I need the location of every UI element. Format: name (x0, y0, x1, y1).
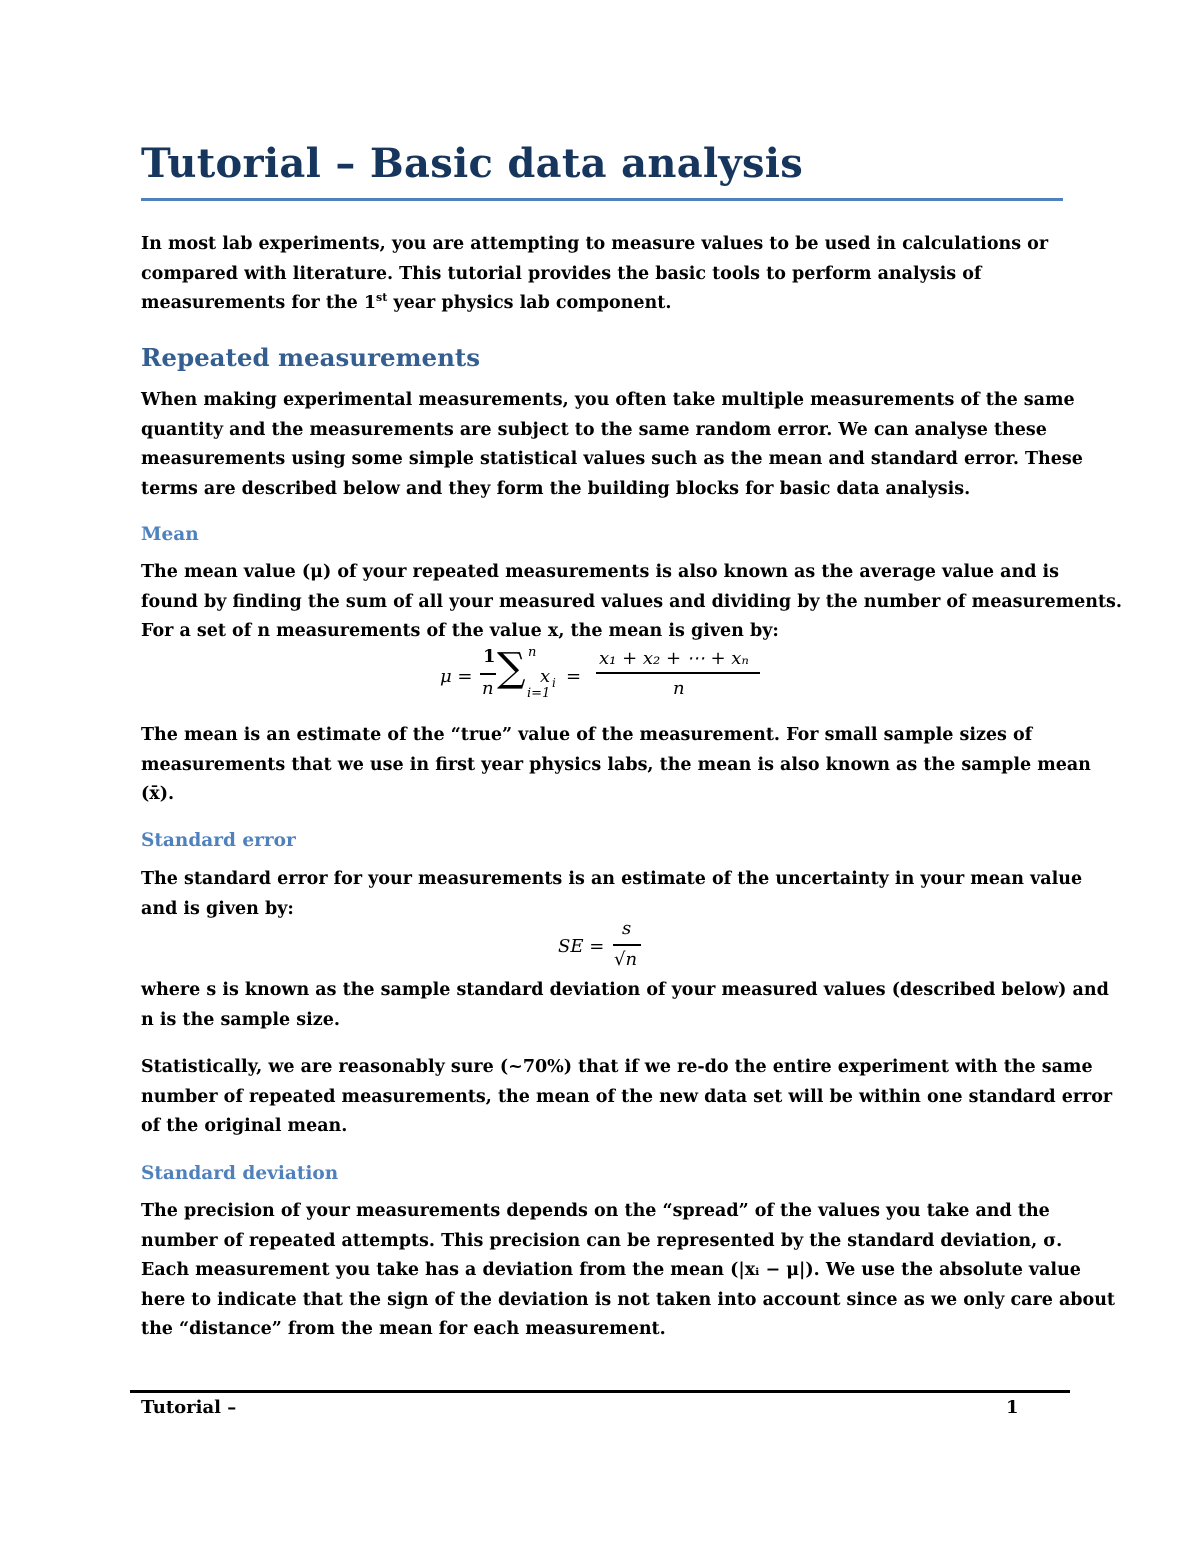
paragraph-line: The precision of your measurements depends on the “spread” of the values you take and the (141, 1201, 1050, 1221)
standard-error-paragraph (141, 865, 1083, 924)
formula-numerator: s (622, 918, 632, 939)
formula-rhs-numerator: x₁ + x₂ + ⋯ + xₙ (599, 648, 749, 669)
paragraph-line: measurements using some simple statistical values such as the mean and standard error. These (141, 449, 1083, 469)
formula-rhs-denominator: n (673, 678, 685, 699)
intro-line-text: measurements for the 1 (141, 293, 377, 313)
footer-rule (130, 1390, 1070, 1393)
paragraph-line: The mean is an estimate of the “true” value of the measurement. For small sample sizes of (141, 725, 1033, 745)
intro-line (141, 289, 1071, 319)
paragraph-line: terms are described below and they form the building blocks for basic data analysis. (141, 478, 971, 499)
intro-line: In most lab experiments, you are attempting to measure values to be used in calculations or (141, 234, 1049, 254)
paragraph-line: The mean value (μ) of your repeated measurements is also known as the average value and is (141, 562, 1060, 582)
paragraph-line: The standard error for your measurements is an estimate of the uncertainty in your mean value (141, 869, 1083, 889)
heading-standard-error: Standard error (141, 830, 296, 851)
formula-equals: = (566, 666, 582, 687)
paragraph-line: measurements that we use in first year physics labs, the mean is also known as the sample mean (141, 754, 1091, 775)
paragraph-line: quantity and the measurements are subject to the same random error. We can analyse these (141, 419, 1047, 440)
mean-paragraph (141, 558, 1122, 647)
formula-fraction-numerator: 1 (483, 646, 496, 667)
heading-repeated-measurements: Repeated measurements (141, 343, 481, 372)
paragraph-line: Each measurement you take has a deviation from the mean (|xᵢ − μ|). We use the absolute value (141, 1260, 1081, 1280)
paragraph-line: here to indicate that the sign of the deviation is not taken into account since as we only care about (141, 1289, 1116, 1310)
summation-symbol: ∑ (497, 645, 526, 691)
intro-line-text: year physics lab component. (387, 293, 672, 313)
standard-deviation-paragraph (141, 1197, 1116, 1345)
paragraph-line: and is given by: (141, 898, 294, 919)
paragraph-line: Statistically, we are reasonably sure (~70%) that if we re-do the entire experiment with the same (141, 1057, 1093, 1077)
mean-estimate-paragraph (141, 721, 1091, 810)
summation-upper-limit: n (528, 645, 537, 660)
page-number: 1 (1006, 1397, 1019, 1418)
formula-lhs: SE = (558, 936, 605, 957)
document-title: Tutorial – Basic data analysis (141, 140, 804, 187)
paragraph-line: For a set of n measurements of the value x, the mean is given by: (141, 621, 779, 641)
intro-paragraph (141, 230, 1071, 319)
repeated-measurements-paragraph (141, 386, 1083, 504)
paragraph-line: found by finding the sum of all your measured values and dividing by the number of measurements. (141, 591, 1122, 612)
formula-denominator: √n (614, 949, 638, 970)
paragraph-line: of the original mean. (141, 1116, 348, 1136)
summation-lower-limit: i=1 (527, 686, 551, 701)
paragraph-line: the “distance” from the mean for each measurement. (141, 1319, 666, 1339)
formula-fraction-bar (480, 673, 496, 675)
intro-line: compared with literature. This tutorial provides the basic tools to perform analysis of (141, 263, 982, 284)
paragraph-line: (x̄). (141, 784, 175, 804)
formula-fraction-denominator: n (482, 678, 494, 699)
paragraph-line: number of repeated attempts. This precision can be represented by the standard deviation, σ. (141, 1230, 1063, 1251)
formula-fraction-bar (613, 944, 641, 946)
heading-mean: Mean (141, 524, 199, 545)
statistical-paragraph (141, 1053, 1113, 1142)
formula-rhs-fraction-bar (596, 672, 760, 674)
paragraph-line: n is the sample size. (141, 1009, 340, 1030)
footer-label: Tutorial – (141, 1397, 237, 1418)
formula-lhs: μ = (440, 666, 473, 687)
ordinal-superscript: st (376, 291, 388, 305)
paragraph-line: where s is known as the sample standard deviation of your measured values (described below) and (141, 980, 1109, 1000)
heading-standard-deviation: Standard deviation (141, 1163, 339, 1184)
summation-term: x (540, 666, 551, 687)
title-underline (141, 198, 1063, 201)
paragraph-line: When making experimental measurements, you often take multiple measurements of the same (141, 390, 1075, 410)
summation-term-subscript: i (552, 676, 556, 690)
paragraph-line: number of repeated measurements, the mean of the new data set will be within one standard error (141, 1086, 1113, 1107)
sample-size-paragraph (141, 976, 1109, 1035)
